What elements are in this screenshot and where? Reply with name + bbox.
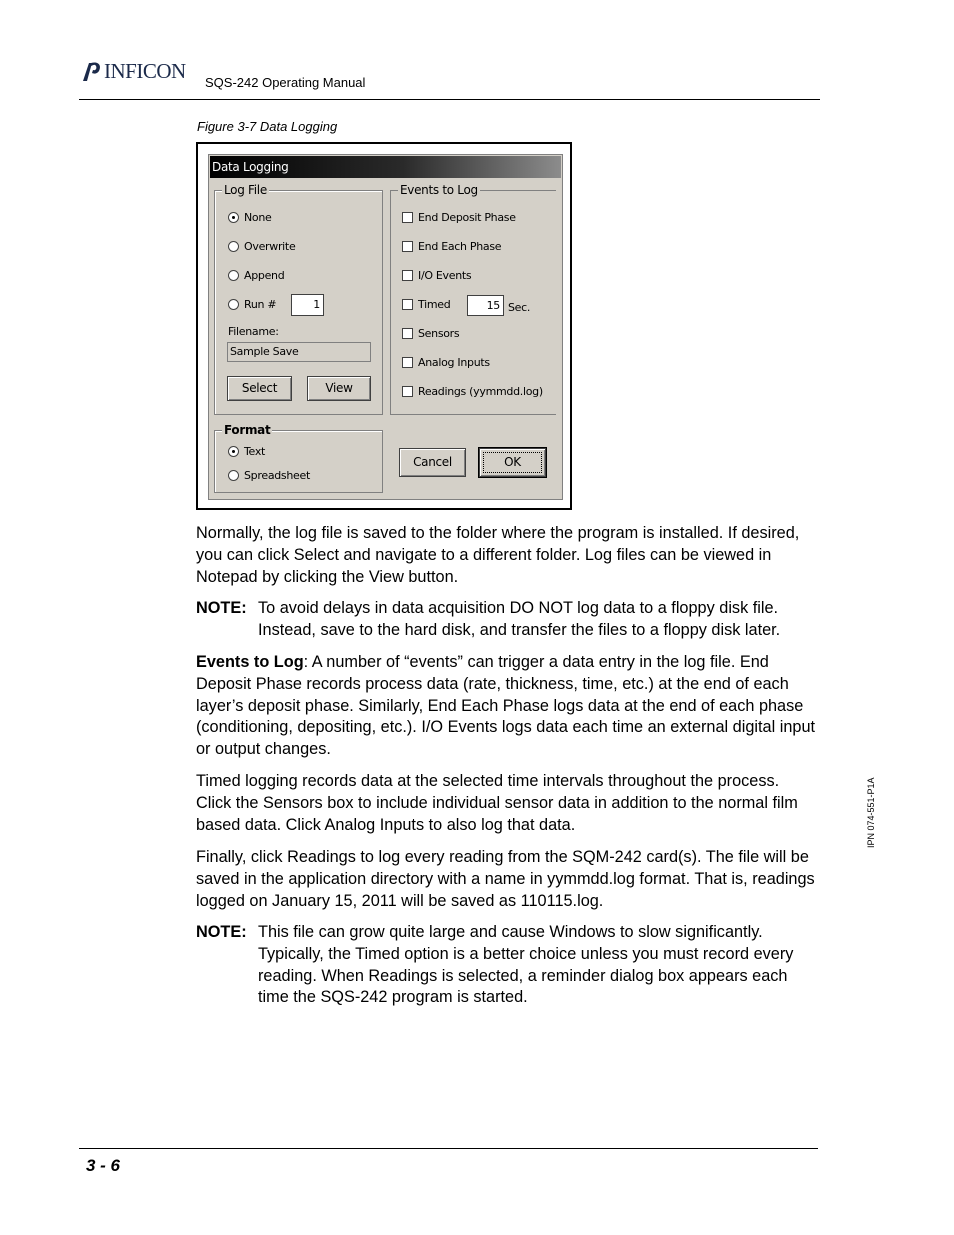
manual-title: SQS-242 Operating Manual [205,75,366,90]
radio-button-icon [228,446,239,457]
page-number: 3 - 6 [86,1156,121,1175]
events-group [390,183,556,415]
radio-run-number-label: Run # [244,298,277,311]
checkbox-analog-inputs[interactable] [402,356,490,369]
checkbox-icon [402,270,413,281]
ipn-side-label: IPN 074-551-P1A [866,777,876,848]
data-logging-dialog [208,154,563,500]
ok-button-label: OK [504,455,521,469]
radio-button-icon [228,299,239,310]
footer-divider [79,1148,818,1149]
note-floppy [196,598,816,642]
checkbox-icon [402,328,413,339]
radio-run-number[interactable] [228,298,276,311]
filename-label: Filename: [228,325,279,338]
analog-inputs-label: Analog Inputs [418,356,490,369]
paragraph-events-to-log [196,652,816,761]
checkbox-end-deposit-phase[interactable] [402,211,516,224]
header-divider [79,99,820,100]
filename-field[interactable]: Sample Save [227,342,371,362]
checkbox-icon [402,357,413,368]
events-description: : A number of “events” can trigger a data entry in the log file. End Deposit Phase records process data (rate, thickness, time, etc.) at the end of each layer’s deposit phase. Similarly, End Each Phase logs data at the end of each phase (conditioning, depositing, etc.). I/O Events logs data each time an external digital input or output changes. [196,653,816,759]
format-group [214,423,383,493]
checkbox-timed[interactable] [402,298,450,311]
radio-append[interactable] [228,269,284,282]
checkbox-icon [402,212,413,223]
checkbox-io-events[interactable] [402,269,471,282]
select-button[interactable]: Select [227,376,292,401]
radio-button-icon [228,241,239,252]
paragraph-log-location: Normally, the log file is saved to the folder where the program is installed. If desired, you can click Select and navigate to a different folder. Log files can be viewed in Notepad by clicking the View button. [196,524,800,586]
events-legend: Events to Log [400,183,478,197]
ok-button[interactable] [479,448,546,477]
checkbox-icon [402,386,413,397]
note-text: To avoid delays in data acquisition DO NOT log data to a floppy disk file. Instead, save to the hard disk, and transfer the files to a floppy disk later. [258,599,781,639]
timed-interval-input[interactable]: 15 [467,295,504,316]
figure-caption: Figure 3-7 Data Logging [197,119,338,134]
radio-button-icon [228,212,239,223]
note-file-size [196,922,816,1009]
focus-ring [483,452,542,473]
io-events-label: I/O Events [418,269,472,282]
checkbox-icon [402,299,413,310]
radio-spreadsheet-label: Spreadsheet [244,469,310,482]
end-deposit-phase-label: End Deposit Phase [418,211,516,224]
term-events-to-log: Events to Log [196,653,304,671]
readings-label: Readings (yymmdd.log) [418,385,543,398]
inficon-logo [80,58,186,84]
timed-label: Timed [418,298,451,311]
inficon-swoosh-icon [80,59,102,83]
radio-text-label: Text [244,445,266,458]
checkbox-readings[interactable] [402,385,543,398]
format-legend: Format [224,423,271,437]
radio-none[interactable] [228,211,272,224]
paragraph-timed-logging: Timed logging records data at the selected time intervals throughout the process. Click the Sensors box to include individual sensor data in addition to the normal film based data. Click Analog Inputs to also log that data. [196,772,798,834]
figure-screenshot [196,142,572,510]
note-label: NOTE: [196,923,247,941]
log-file-group [214,183,383,415]
radio-button-icon [228,270,239,281]
radio-none-label: None [244,211,272,224]
logo-wordmark: INFICON [104,59,186,83]
cancel-button[interactable]: Cancel [399,448,466,477]
checkbox-sensors[interactable] [402,327,459,340]
sensors-label: Sensors [418,327,460,340]
run-number-input[interactable]: 1 [291,294,324,316]
checkbox-icon [402,241,413,252]
radio-overwrite-label: Overwrite [244,240,296,253]
radio-text[interactable] [228,445,265,458]
radio-button-icon [228,470,239,481]
note-text: This file can grow quite large and cause Windows to slow significantly. Typically, the Timed option is a better choice unless you must record every reading. When Readings is selected, a reminder dialog box appears each time the SQS-242 program is started. [258,923,794,1007]
checkbox-end-each-phase[interactable] [402,240,501,253]
radio-overwrite[interactable] [228,240,295,253]
end-each-phase-label: End Each Phase [418,240,502,253]
radio-append-label: Append [244,269,285,282]
log-file-legend: Log File [224,183,267,197]
note-label: NOTE: [196,599,247,617]
paragraph-readings: Finally, click Readings to log every reading from the SQM-242 card(s). The file will be saved in the application directory with a name in yymmdd.log format. That is, readings logged on January 15, 2011 will be saved as 110115.log. [196,848,815,910]
timed-unit-label: Sec. [508,301,531,314]
dialog-titlebar: Data Logging [210,156,561,178]
radio-spreadsheet[interactable] [228,469,310,482]
view-button[interactable]: View [307,376,371,401]
